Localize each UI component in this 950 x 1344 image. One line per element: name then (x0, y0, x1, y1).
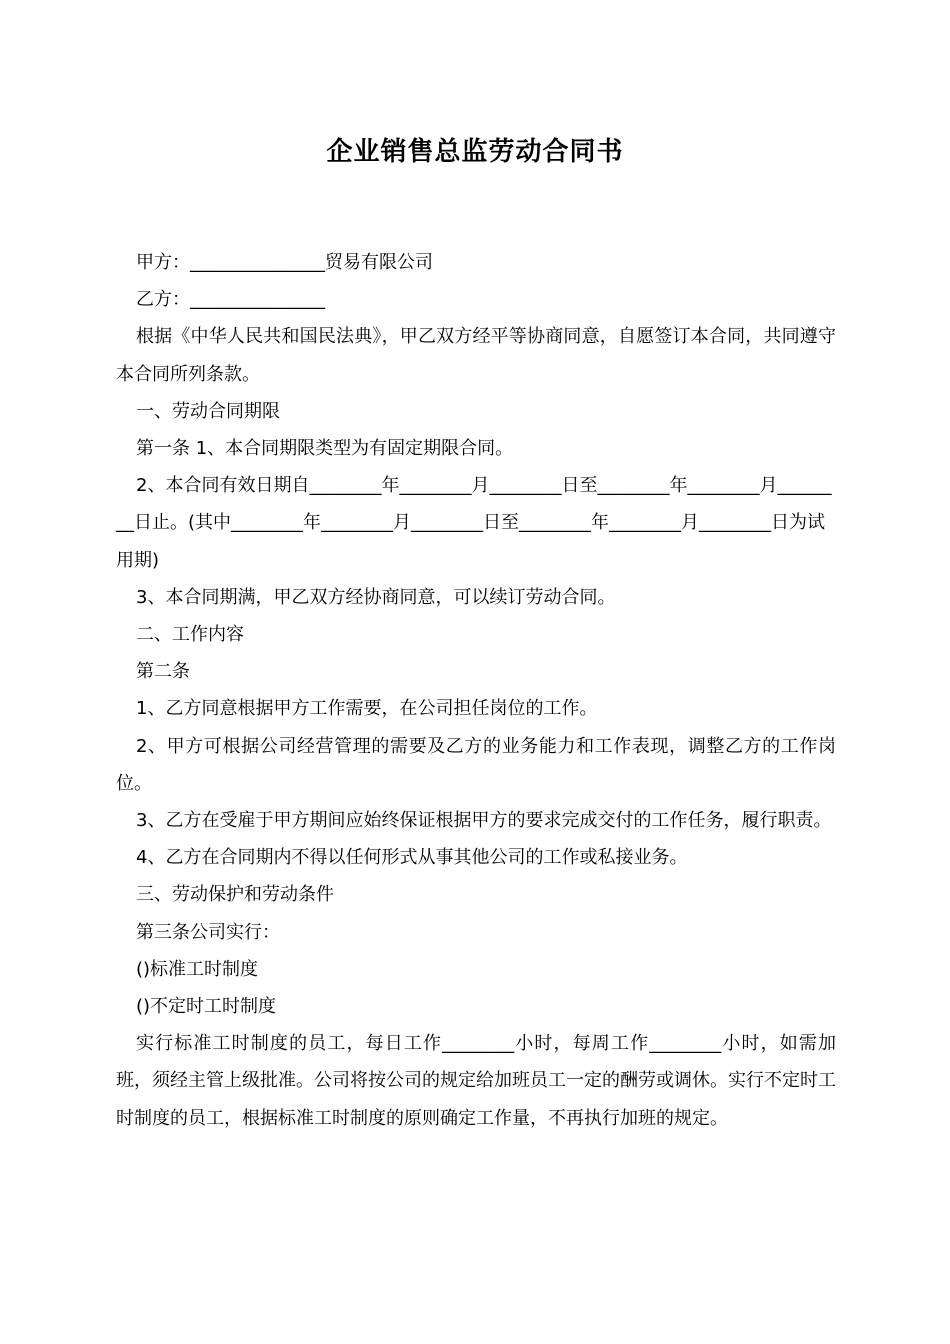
preamble-paragraph: 根据《中华人民共和国民法典》，甲乙双方经平等协商同意，自愿签订本合同，共同遵守本合同所列条款。 (116, 326, 836, 385)
working-hours-paragraph: 实行标准工时制度的员工，每日工作________小时，每周工作________小时，如需加班，须经主管上级批准。公司将按公司的规定给加班员工一定的酬劳或调休。实行不定时工时制度的员工，根据标准工时制度的原则确定工作量，不再执行加班的规定。 (116, 1033, 836, 1129)
section-heading-labor-protection: 三、劳动保护和劳动条件 (136, 884, 334, 906)
party-a-line: 甲方：_______________贸易有限公司 (136, 252, 433, 273)
article-1-item-3: 3、本合同期满，甲乙双方经协商同意，可以续订劳动合同。 (136, 586, 616, 608)
article-2-item-1: 1、乙方同意根据甲方工作需要，在公司担任岗位的工作。 (136, 698, 598, 720)
article-2-item-2: 2、甲方可根据公司经营管理的需要及乙方的业务能力和工作表现，调整乙方的工作岗位。 (116, 735, 836, 794)
section-heading-contract-term: 一、劳动合同期限 (136, 400, 280, 422)
article-2-item-3: 3、乙方在受雇于甲方期间应始终保证根据甲方的要求完成交付的工作任务，履行职责。 (136, 810, 832, 832)
article-1-item-1: 第一条 1、本合同期限类型为有固定期限合同。 (136, 438, 514, 460)
party-b-line: 乙方：_______________ (136, 289, 325, 311)
option-standard-hours: ()标准工时制度 (136, 958, 259, 980)
article-3-heading: 第三条公司实行： (136, 921, 280, 943)
option-flexible-hours: ()不定时工时制度 (136, 996, 277, 1018)
section-heading-job-content: 二、工作内容 (136, 624, 244, 646)
article-2-item-4: 4、乙方在合同期内不得以任何形式从事其他公司的工作或私接业务。 (136, 847, 688, 869)
article-1-item-2: 2、本合同有效日期自________年________月________日至________年________月________日止。(其中________年________月________日至________年________月________日为试用期) (116, 475, 832, 571)
document-body (116, 244, 836, 1137)
article-2-heading: 第二条 (136, 661, 190, 683)
document-title: 企业销售总监劳动合同书 (326, 137, 624, 167)
